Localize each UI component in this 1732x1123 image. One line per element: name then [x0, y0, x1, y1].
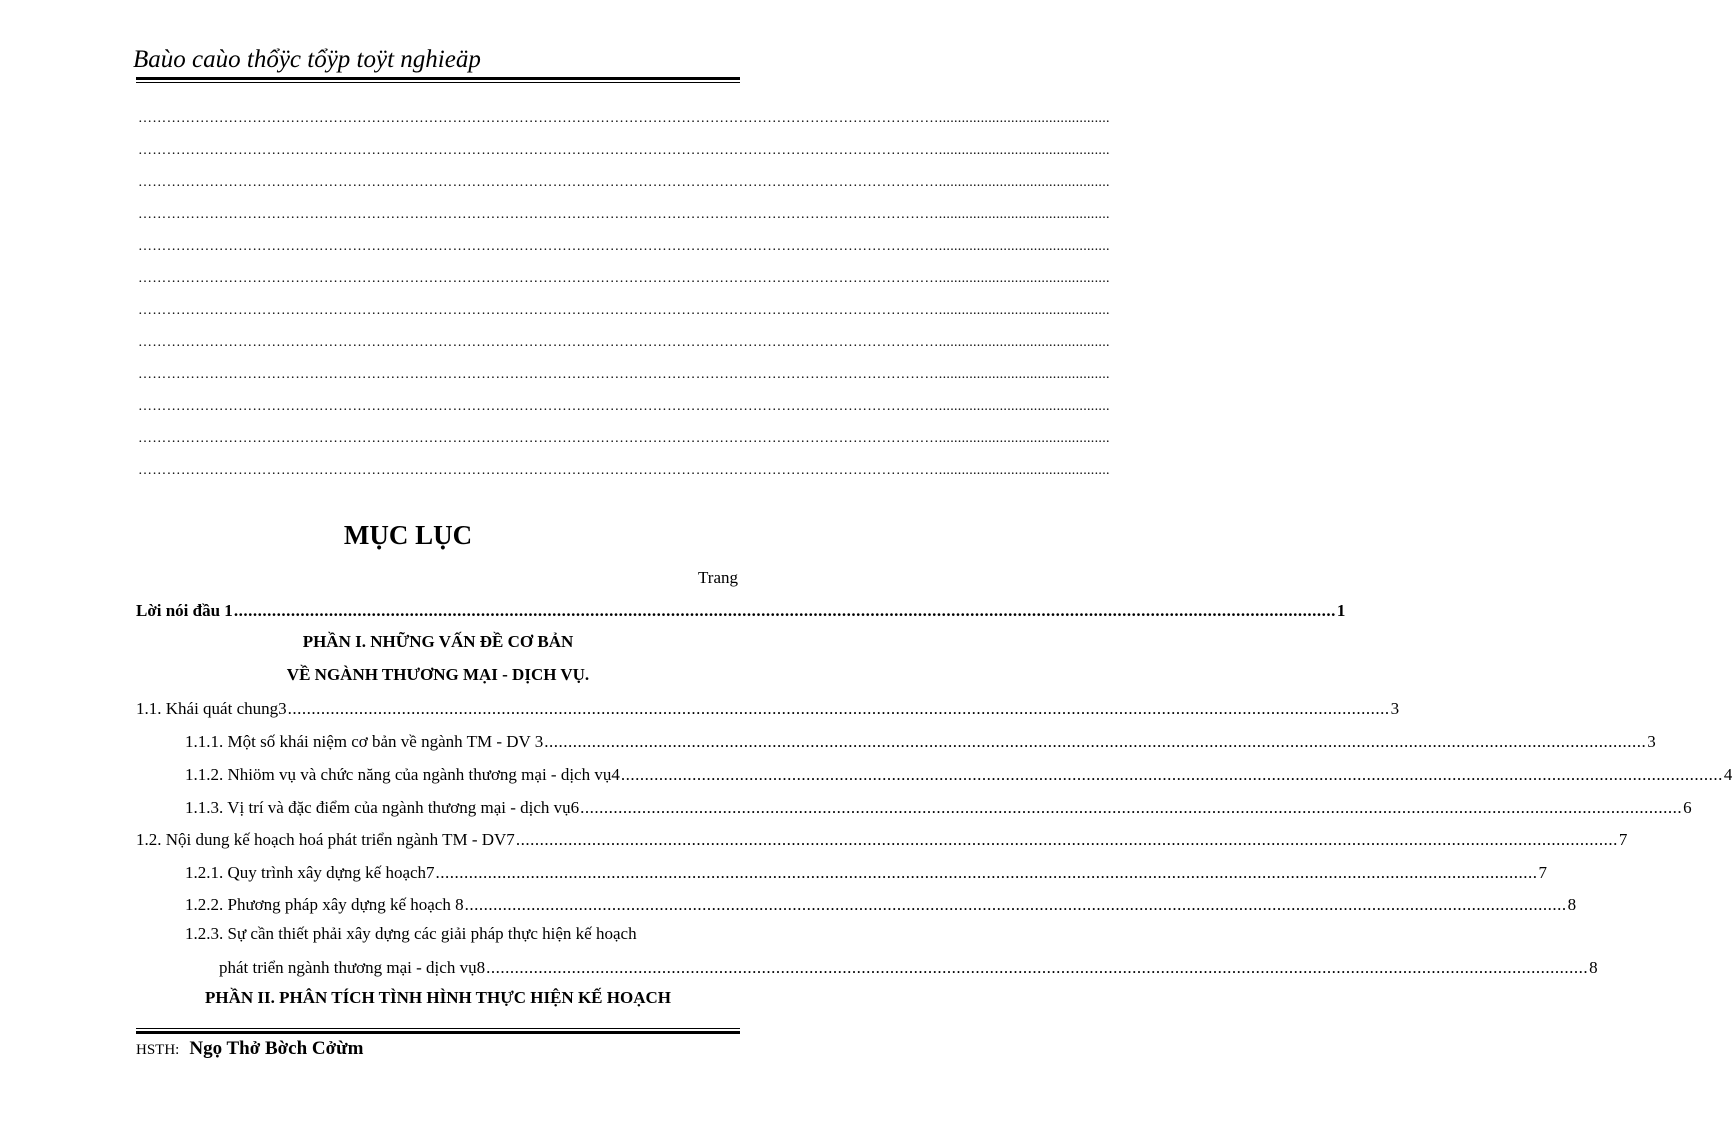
toc-entry-1-2[interactable]: [136, 829, 1628, 851]
toc-entry-1-1-3[interactable]: [185, 797, 1692, 819]
dotted-line: …………………………………………………………………………………………………………………………………………………….............................................: [138, 143, 1110, 158]
toc-entry-label: Lời nói đầu 1: [136, 601, 233, 620]
toc-entry-label: 1.2.1. Quy trình xây dựng kế hoạch7: [185, 863, 435, 882]
dotted-line: …………………………………………………………………………………………………………………………………………………….............................................: [138, 207, 1110, 222]
toc-entry-label: 1.1.1. Một số khái niệm cơ bản về ngành TM - DV 3: [185, 732, 544, 751]
dotted-line: …………………………………………………………………………………………………………………………………………………….............................................: [138, 463, 1110, 478]
dotted-line: …………………………………………………………………………………………………………………………………………………….............................................: [138, 367, 1110, 382]
header-rule-thick: [136, 77, 740, 80]
toc-entry-page: 6: [1683, 798, 1692, 817]
toc-leader-dots: [486, 957, 1588, 979]
toc-leader-dots: [436, 862, 1538, 884]
footer-prefix: HSTH:: [136, 1042, 180, 1058]
toc-entry-page: 8: [1589, 958, 1598, 977]
toc-leader-dots: [621, 764, 1723, 786]
toc-entry-label: 1.1. Khái quát chung3: [136, 699, 287, 718]
toc-part1-heading-line1: PHẦN I. NHỮNG VẤN ĐỀ CƠ BẢN: [302, 632, 574, 651]
dotted-line: …………………………………………………………………………………………………………………………………………………….............................................: [138, 303, 1110, 318]
toc-entry-1-2-2[interactable]: [185, 894, 1577, 916]
toc-part2-heading: PHẦN II. PHÂN TÍCH TÌNH HÌNH THỰC HIỆN KẾ HOẠCH: [205, 988, 671, 1007]
toc-part1-heading-line2: VỀ NGÀNH THƯƠNG MẠI - DỊCH VỤ.: [286, 665, 590, 684]
toc-entry-page: 8: [1567, 895, 1577, 914]
toc-leader-dots: [465, 894, 1567, 916]
toc-entry-1-1[interactable]: [136, 698, 1400, 720]
toc-page-column-label: Trang: [698, 568, 738, 587]
toc-entry-1-1-2[interactable]: [185, 764, 1732, 786]
toc-entry-label: 1.1.3. Vị trí và đặc điểm của ngành thương mại - dịch vụ6: [185, 798, 580, 817]
toc-entry-label: 1.2. Nội dung kế hoạch hoá phát triển ngành TM - DV7: [136, 830, 515, 849]
dotted-line: …………………………………………………………………………………………………………………………………………………….............................................: [138, 271, 1110, 286]
toc-entry-label: 1.2.2. Phương pháp xây dựng kế hoạch 8: [185, 895, 464, 914]
running-header-title: Baùo caùo thổÿc tổÿp toÿt nghieäp: [133, 46, 481, 73]
toc-leader-dots: [288, 698, 1390, 720]
toc-entry-label: 1.1.2. Nhiöm vụ và chức năng của ngành thương mại - dịch vụ4: [185, 765, 620, 784]
toc-entry-1-2-3-line1[interactable]: 1.2.3. Sự cần thiết phải xây dựng các giải pháp thực hiện kế hoạch: [185, 924, 637, 943]
dotted-line: …………………………………………………………………………………………………………………………………………………….............................................: [138, 335, 1110, 350]
dotted-line: …………………………………………………………………………………………………………………………………………………….............................................: [138, 111, 1110, 126]
dotted-line: …………………………………………………………………………………………………………………………………………………….............................................: [138, 239, 1110, 254]
footer: [136, 1038, 363, 1060]
toc-entry-page: 3: [1647, 732, 1656, 751]
dotted-line: …………………………………………………………………………………………………………………………………………………….............................................: [138, 175, 1110, 190]
toc-entry-page: 1: [1336, 601, 1346, 620]
toc-title: MỤC LỤC: [343, 520, 473, 550]
toc-entry-page: 7: [1618, 830, 1628, 849]
toc-entry-1-2-3-line2[interactable]: [219, 957, 1598, 979]
toc-entry-page: 7: [1538, 863, 1548, 882]
toc-leader-dots: [516, 829, 1618, 851]
toc-entry-preface[interactable]: [136, 600, 1346, 622]
toc-entry-page: 3: [1390, 699, 1400, 718]
header-rule-thin: [136, 82, 740, 83]
dotted-line: …………………………………………………………………………………………………………………………………………………….............................................: [138, 431, 1110, 446]
toc-leader-dots: [234, 600, 1336, 622]
toc-entry-1-1-1[interactable]: [185, 731, 1656, 753]
footer-author-name: Ngọ Thở Bờch Cởừm: [189, 1038, 364, 1059]
footer-rule-thin: [136, 1028, 740, 1029]
footer-rule-thick: [136, 1031, 740, 1034]
dotted-line: …………………………………………………………………………………………………………………………………………………….............................................: [138, 399, 1110, 414]
toc-entry-label: phát triển ngành thương mại - dịch vụ8: [219, 958, 486, 977]
toc-entry-1-2-1[interactable]: [185, 862, 1548, 884]
toc-entry-page: 4: [1723, 765, 1732, 784]
toc-leader-dots: [580, 797, 1682, 819]
dotted-lines-block: [138, 103, 1110, 487]
toc-leader-dots: [544, 731, 1646, 753]
